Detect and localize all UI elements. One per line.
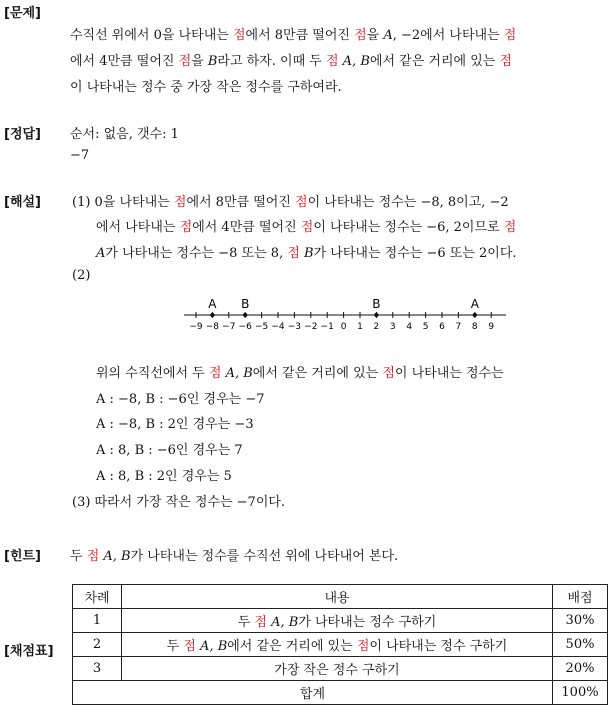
header-order: 차례 <box>73 585 122 609</box>
point-label: B <box>241 297 250 311</box>
grading-label: [채점표] <box>4 644 54 659</box>
tick-label: −8 <box>205 322 220 332</box>
answer-line-2: −7 <box>70 148 90 163</box>
tick-label: −5 <box>254 322 269 332</box>
tick-label: 3 <box>389 322 396 332</box>
tick-label: −3 <box>287 322 302 332</box>
table-row <box>73 633 608 657</box>
tick-label: 9 <box>488 322 495 332</box>
tick-label: −9 <box>189 322 203 332</box>
point-marker <box>374 313 378 317</box>
tick-label: 5 <box>422 322 429 332</box>
case-4: A : 8, B : 2인 경우는 5 <box>96 469 232 484</box>
point-marker <box>243 313 247 317</box>
tick-label: 6 <box>439 322 445 332</box>
problem-line-3: 이 나타내는 정수 중 가장 작은 정수를 구하여라. <box>70 80 342 95</box>
point-label: A <box>470 297 479 311</box>
answer-label: [정답] <box>4 127 41 142</box>
tick-label: −1 <box>320 322 334 332</box>
total-score: 100% <box>553 681 608 705</box>
point-label: A <box>208 297 217 311</box>
row-score: 30% <box>553 609 608 633</box>
answer-line-1: 순서: 없음, 갯수: 1 <box>70 127 179 142</box>
solution-line-3: A가 나타내는 정수는 −8 또는 8, 점 B가 나타내는 정수는 −6 또는 2이다. <box>96 246 517 261</box>
hint-text: 두 점 A, B가 나타내는 정수를 수직선 위에 나타내어 본다. <box>70 549 399 564</box>
tick-label: 8 <box>471 322 478 332</box>
tick-label: −7 <box>222 322 236 332</box>
solution-line-5: 위의 수직선에서 두 점 A, B에서 같은 거리에 있는 점이 나타내는 정수는 <box>96 366 504 381</box>
problem-line-2: 에서 4만큼 떨어진 점을 B라고 하자. 이때 두 점 A, B에서 같은 거리에 있는 점 <box>70 54 513 69</box>
row-content: 두 점 A, B에서 같은 거리에 있는 점이 나타내는 정수 구하기 <box>122 633 553 657</box>
header-score: 배점 <box>553 585 608 609</box>
solution-line-1: (1) 0을 나타내는 점에서 8만큼 떨어진 점이 나타내는 정수는 −8, 8이고, −2 <box>72 195 509 210</box>
solution-label: [해설] <box>4 195 41 210</box>
total-label: 합계 <box>73 681 553 705</box>
tick-label: −6 <box>238 322 252 332</box>
header-content: 내용 <box>122 585 553 609</box>
case-3: A : 8, B : −6인 경우는 7 <box>96 443 243 458</box>
row-content: 가장 작은 정수 구하기 <box>122 657 553 681</box>
row-score: 20% <box>553 657 608 681</box>
point-label: B <box>372 297 381 311</box>
table-header-row <box>73 585 608 609</box>
solution-line-2: 에서 나타내는 점에서 4만큼 떨어진 점이 나타내는 정수는 −6, 2이므로 점 <box>96 220 517 235</box>
grading-table <box>72 584 608 705</box>
row-content: 두 점 A, B가 나타내는 정수 구하기 <box>122 609 553 633</box>
tick-label: 0 <box>340 322 347 332</box>
point-marker <box>210 313 214 317</box>
tick-label: −2 <box>304 322 318 332</box>
hint-label: [힌트] <box>4 549 41 564</box>
case-2: A : −8, B : 2인 경우는 −3 <box>96 417 254 432</box>
table-row <box>73 609 608 633</box>
solution-line-10: (3) 따라서 가장 작은 정수는 −7이다. <box>72 495 286 510</box>
row-order: 1 <box>73 609 122 633</box>
row-order: 2 <box>73 633 122 657</box>
point-marker <box>473 313 477 317</box>
table-total-row <box>73 681 608 705</box>
tick-label: 7 <box>455 322 462 332</box>
number-line <box>180 290 510 338</box>
tick-label: 2 <box>373 322 380 332</box>
problem-line-1: 수직선 위에서 0을 나타내는 점에서 8만큼 떨어진 점을 A, −2에서 나타내는 점 <box>70 28 517 43</box>
case-1: A : −8, B : −6인 경우는 −7 <box>96 392 265 407</box>
table-row <box>73 657 608 681</box>
tick-label: 1 <box>357 322 363 332</box>
row-score: 50% <box>553 633 608 657</box>
row-order: 3 <box>73 657 122 681</box>
tick-label: 4 <box>406 322 413 332</box>
problem-label: [문제] <box>4 6 41 21</box>
tick-label: −4 <box>271 322 285 332</box>
solution-line-4: (2) <box>72 268 91 283</box>
